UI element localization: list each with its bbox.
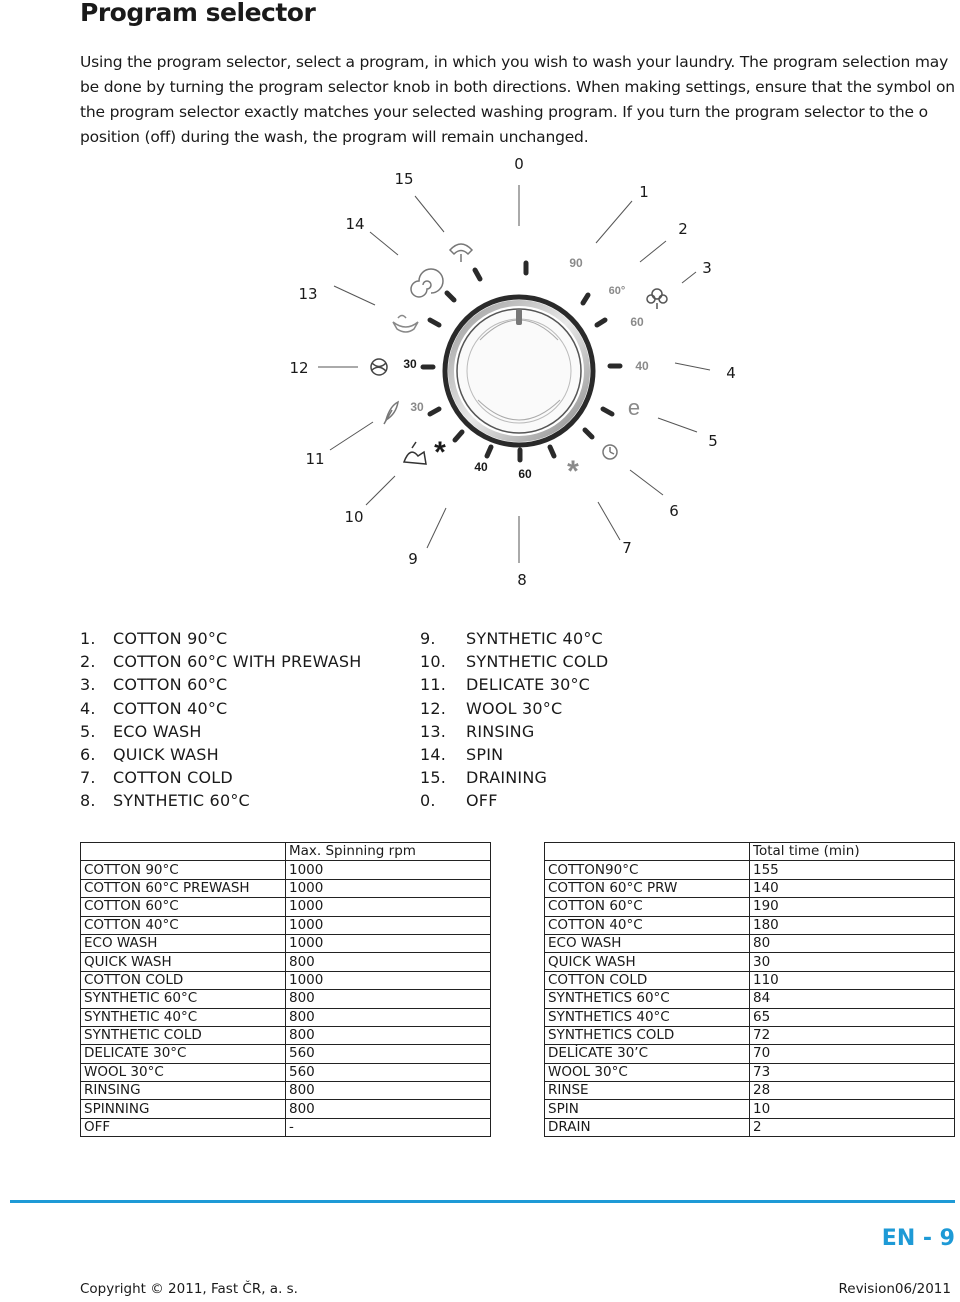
value-cell: 70 — [750, 1045, 955, 1063]
position-14: 14 — [345, 215, 365, 233]
copyright-notice: Copyright © 2011, Fast ČR, a. s. — [80, 1281, 298, 1297]
revision-label: Revision — [838, 1281, 895, 1297]
program-list-item: 9. SYNTHETIC 40°C — [420, 629, 603, 648]
table-row — [81, 1008, 491, 1026]
leader-line-7 — [598, 502, 620, 540]
value-cell: 800 — [286, 1082, 491, 1100]
spin-rpm-table — [80, 842, 491, 1137]
value-cell: 110 — [750, 971, 955, 989]
program-name-cell: COTTON 40°C — [81, 916, 286, 934]
table-row — [81, 879, 491, 897]
table-row — [545, 934, 955, 952]
table-row — [81, 1026, 491, 1044]
value-cell: - — [286, 1118, 491, 1136]
revision-date: 06/2011 — [894, 1281, 951, 1297]
value-cell: 800 — [286, 1100, 491, 1118]
table-row — [81, 861, 491, 879]
position-10: 10 — [344, 508, 364, 526]
program-name-cell: COTTON COLD — [81, 971, 286, 989]
table-header-cell: Total time (min) — [750, 843, 955, 861]
value-cell: 10 — [750, 1100, 955, 1118]
position-5: 5 — [708, 432, 718, 450]
table-row — [81, 934, 491, 952]
program-selector-dial — [0, 0, 960, 610]
revision-info — [838, 1281, 951, 1297]
drain-icon — [450, 244, 472, 262]
clock-icon — [603, 445, 617, 459]
program-name-cell: RINSING — [81, 1082, 286, 1100]
program-list-left — [80, 627, 361, 813]
program-name-cell: ECO WASH — [545, 934, 750, 952]
leader-line-10 — [366, 476, 395, 505]
program-list-item: 3. COTTON 60°C — [80, 675, 228, 695]
table-header-row — [81, 843, 491, 861]
program-name-cell: SYNTHETICS COLD — [545, 1026, 750, 1044]
prewash-flower-icon — [647, 289, 667, 309]
value-cell: 1000 — [286, 861, 491, 879]
spiral-icon — [411, 269, 443, 297]
table-row — [81, 1118, 491, 1136]
leader-line-2 — [640, 241, 666, 262]
value-cell: 800 — [286, 1026, 491, 1044]
program-list-item: 10. SYNTHETIC COLD — [420, 652, 609, 672]
program-name-cell: ECO WASH — [81, 934, 286, 952]
knob-pointer — [516, 309, 522, 325]
program-name-cell: QUICK WASH — [81, 953, 286, 971]
value-cell: 140 — [750, 879, 955, 897]
program-name-cell: COTTON 60°C PRW — [545, 879, 750, 897]
value-cell: 72 — [750, 1026, 955, 1044]
program-name-cell: COTTON90°C — [545, 861, 750, 879]
value-cell: 28 — [750, 1082, 955, 1100]
program-list-item: 2. COTTON 60°C WITH PREWASH — [80, 652, 362, 672]
program-name-cell: OFF — [81, 1118, 286, 1136]
leader-line-5 — [658, 418, 697, 432]
rinse-tub-icon — [393, 316, 418, 333]
value-cell: 560 — [286, 1063, 491, 1081]
program-name-cell: WOOL 30°C — [81, 1063, 286, 1081]
value-cell: 800 — [286, 990, 491, 1008]
label-cotton-90: 90 — [569, 256, 583, 270]
leader-line-1 — [596, 201, 632, 243]
label-eco-wash: e — [627, 395, 641, 420]
table-row — [545, 1118, 955, 1136]
value-cell: 1000 — [286, 879, 491, 897]
label-delicate-30: 30 — [410, 400, 424, 414]
program-list-right — [420, 627, 608, 813]
leader-line-6 — [630, 470, 663, 495]
table-row — [81, 898, 491, 916]
value-cell: 800 — [286, 1008, 491, 1026]
program-list-item: 12. WOOL 30°C — [420, 698, 563, 718]
position-12: 12 — [289, 359, 309, 377]
leader-line-13 — [334, 286, 375, 305]
value-cell: 30 — [750, 953, 955, 971]
label-wool-30: 30 — [403, 357, 417, 371]
label-cotton-40: 40 — [635, 359, 649, 373]
position-4: 4 — [726, 364, 736, 382]
program-list-item: 0. OFF — [420, 791, 498, 811]
program-name-cell: QUICK WASH — [545, 953, 750, 971]
table-row — [545, 1063, 955, 1081]
position-0: 0 — [514, 155, 524, 173]
leader-line-14 — [370, 232, 398, 255]
value-cell: 800 — [286, 953, 491, 971]
table-row — [545, 916, 955, 934]
program-name-cell: RINSE — [545, 1082, 750, 1100]
table-row — [81, 1045, 491, 1063]
leader-line-3 — [682, 272, 696, 283]
label-synthetic-cold: * — [434, 436, 446, 469]
program-name-cell: COTTON COLD — [545, 971, 750, 989]
leader-line-11 — [330, 422, 373, 450]
table-row — [81, 953, 491, 971]
program-list-item: 13. RINSING — [420, 721, 535, 741]
table-header-row — [545, 843, 955, 861]
page-number: EN - 9 — [881, 1226, 955, 1251]
label-cotton-60-prewash: 60° — [608, 285, 626, 297]
intro-paragraph: Using the program selector, select a program, in which you wish to wash your laundry. The program selection may be done by turning the program selector knob in both directions. When making settings, ensure that the symbol on the program selector exactly matches your selected washing program. If you turn the program selector to the o position (off) during the wash, the program will remain unchanged. — [80, 53, 955, 146]
value-cell: 155 — [750, 861, 955, 879]
position-8: 8 — [517, 571, 527, 589]
program-name-cell: SYNTHETICS 60°C — [545, 990, 750, 1008]
value-cell: 1000 — [286, 916, 491, 934]
program-name-cell: COTTON 60°C — [81, 898, 286, 916]
program-list-item: 14. SPIN — [420, 745, 504, 765]
label-synthetic-40: 40 — [474, 460, 488, 474]
position-11: 11 — [305, 450, 325, 468]
program-name-cell: DRAIN — [545, 1118, 750, 1136]
table-header-cell — [545, 843, 750, 861]
table-row — [545, 1082, 955, 1100]
program-name-cell: SYNTHETIC 40°C — [81, 1008, 286, 1026]
position-13: 13 — [298, 285, 318, 303]
table-row — [81, 971, 491, 989]
position-7: 7 — [622, 539, 632, 557]
program-list-item: 7. COTTON COLD — [80, 768, 233, 788]
table-row — [545, 1045, 955, 1063]
program-name-cell: SYNTHETIC 60°C — [81, 990, 286, 1008]
program-list-item: 5. ECO WASH — [80, 721, 202, 741]
value-cell: 1000 — [286, 971, 491, 989]
value-cell: 2 — [750, 1118, 955, 1136]
value-cell: 190 — [750, 898, 955, 916]
label-synthetic-60: 60 — [518, 467, 532, 481]
table-row — [545, 990, 955, 1008]
value-cell: 1000 — [286, 934, 491, 952]
value-cell: 1000 — [286, 898, 491, 916]
program-name-cell: SYNTHETIC COLD — [81, 1026, 286, 1044]
table-row — [545, 861, 955, 879]
selector-knob[interactable] — [445, 297, 593, 445]
program-name-cell: SPIN — [545, 1100, 750, 1118]
table-row — [545, 1026, 955, 1044]
table-row — [545, 953, 955, 971]
page-title: Program selector — [80, 0, 316, 27]
table-row — [545, 1008, 955, 1026]
program-name-cell: SPINNING — [81, 1100, 286, 1118]
program-list-item: 1. COTTON 90°C — [80, 629, 228, 648]
value-cell: 84 — [750, 990, 955, 1008]
position-3: 3 — [702, 259, 712, 277]
position-2: 2 — [678, 220, 688, 238]
program-name-cell: COTTON 40°C — [545, 916, 750, 934]
program-list-item: 6. QUICK WASH — [80, 745, 219, 765]
leader-line-15 — [415, 196, 444, 232]
table-row — [545, 879, 955, 897]
yarn-ball-icon — [371, 359, 387, 375]
program-list-item: 15. DRAINING — [420, 768, 548, 788]
program-list-item: 4. COTTON 40°C — [80, 698, 228, 718]
table-header-cell: Max. Spinning rpm — [286, 843, 491, 861]
position-9: 9 — [408, 550, 418, 568]
value-cell: 80 — [750, 934, 955, 952]
position-6: 6 — [669, 502, 679, 520]
program-name-cell: WOOL 30°C — [545, 1063, 750, 1081]
value-cell: 73 — [750, 1063, 955, 1081]
table-row — [81, 1082, 491, 1100]
program-name-cell: COTTON 60°C PREWASH — [81, 879, 286, 897]
position-1: 1 — [639, 183, 649, 201]
table-row — [545, 898, 955, 916]
program-list-item: 8. SYNTHETIC 60°C — [80, 791, 250, 811]
program-name-cell: DELICATE 30°C — [81, 1045, 286, 1063]
program-name-cell: COTTON 90°C — [81, 861, 286, 879]
table-header-cell — [81, 843, 286, 861]
position-15: 15 — [394, 170, 414, 188]
value-cell: 180 — [750, 916, 955, 934]
label-cotton-60: 60 — [630, 315, 644, 329]
table-row — [81, 1100, 491, 1118]
program-list-item: 11. DELICATE 30°C — [420, 675, 591, 695]
program-name-cell: DELİCATE 30’C — [545, 1045, 750, 1063]
value-cell: 65 — [750, 1008, 955, 1026]
table-row — [545, 971, 955, 989]
table-row — [81, 990, 491, 1008]
footer-divider — [10, 1200, 955, 1203]
feather-icon — [384, 402, 398, 424]
program-name-cell: SYNTHETICS 40°C — [545, 1008, 750, 1026]
table-row — [81, 916, 491, 934]
label-cotton-cold: * — [567, 455, 579, 488]
hand-wash-icon — [404, 442, 426, 464]
program-name-cell: COTTON 60°C — [545, 898, 750, 916]
table-row — [545, 1100, 955, 1118]
leader-line-9 — [427, 508, 446, 548]
leader-line-4 — [675, 363, 710, 370]
value-cell: 560 — [286, 1045, 491, 1063]
table-row — [81, 1063, 491, 1081]
total-time-table — [544, 842, 955, 1137]
